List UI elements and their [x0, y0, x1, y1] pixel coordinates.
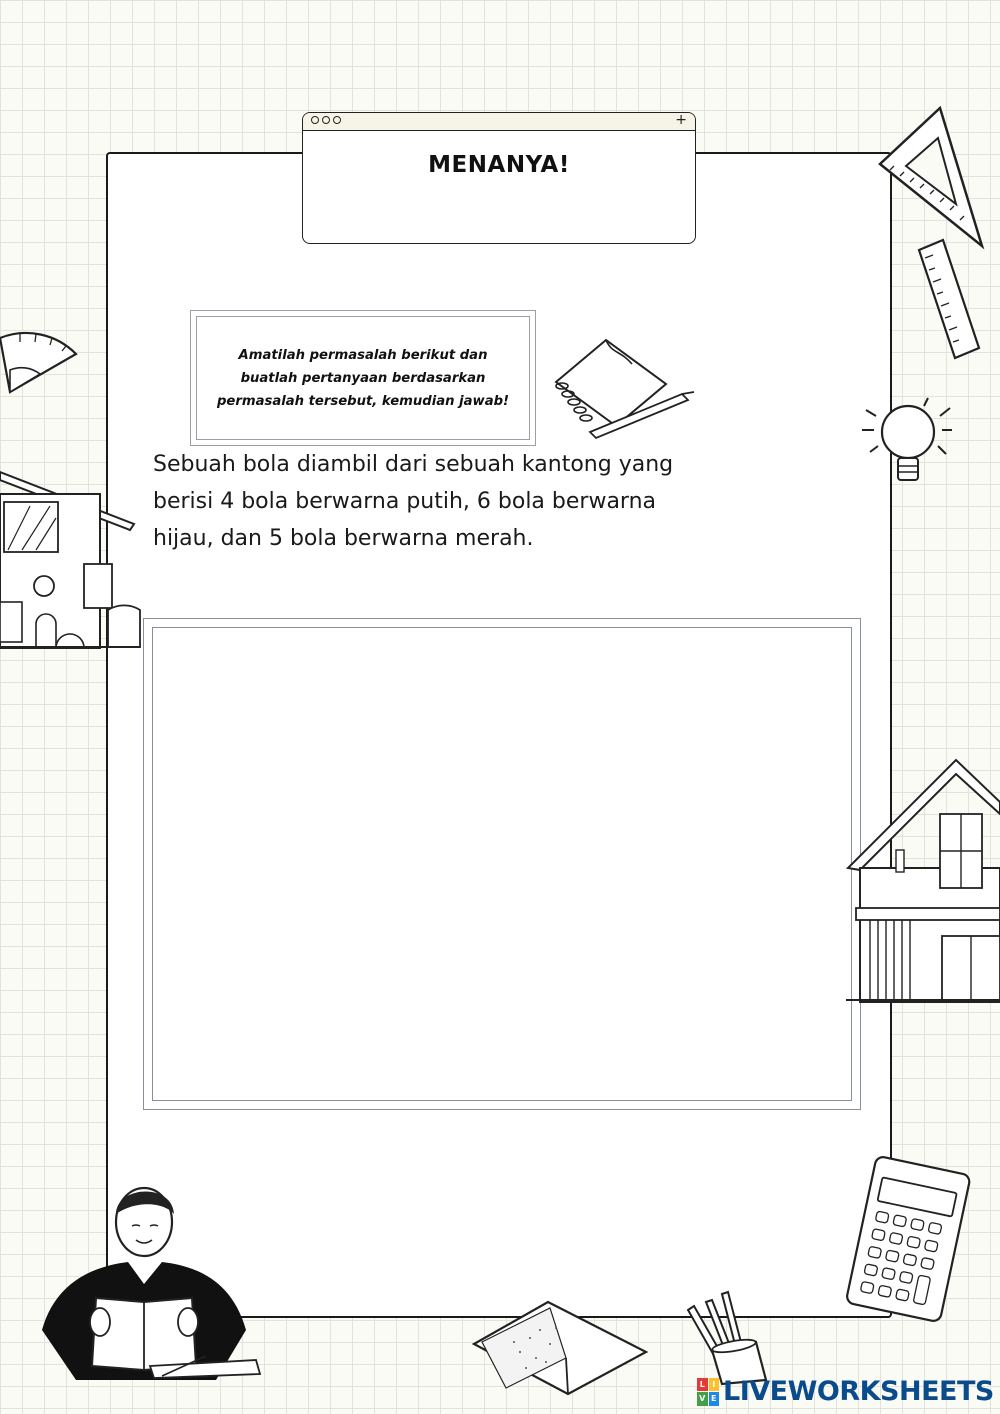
problem-text: [153, 446, 793, 557]
problem-line: Sebuah bola diambil dari sebuah kantong yang: [153, 452, 674, 477]
instruction-text: Amatilah permasalah berikut dan buatlah pertanyaan berdasarkan permasalah tersebut, kemudian jawab!: [216, 347, 510, 409]
page-title: MENANYA!: [428, 152, 570, 178]
light-bulb-icon: [856, 392, 956, 494]
liveworksheets-logo: [697, 1376, 994, 1407]
notebook-pencil-icon: [546, 334, 696, 444]
set-square-icon: [876, 104, 988, 254]
logo-text: LIVEWORKSHEETS: [723, 1376, 994, 1407]
answer-input[interactable]: [160, 636, 844, 1092]
ruler-icon: [915, 236, 985, 364]
window-dot-icon: [333, 116, 341, 124]
window-dots: [311, 116, 341, 124]
problem-line: berisi 4 bola berwarna putih, 6 bola berwarna: [153, 489, 657, 514]
window-dot-icon: [311, 116, 319, 124]
logo-badge-letter: V: [697, 1392, 708, 1406]
title-window: [302, 112, 696, 244]
calculator-icon: [846, 1156, 970, 1324]
logo-badge-letter: E: [709, 1392, 720, 1406]
window-title-bar: [303, 113, 695, 131]
student-reading-icon: [36, 1180, 300, 1380]
open-book-icon: [470, 1298, 650, 1398]
logo-badge-letter: I: [709, 1378, 720, 1392]
pencil-cup-icon: [682, 1288, 774, 1384]
window-dot-icon: [322, 116, 330, 124]
house-icon: [846, 756, 1000, 1002]
logo-badge-letter: L: [697, 1378, 708, 1392]
instruction-inner-frame: [196, 316, 530, 440]
plus-icon: +: [675, 112, 687, 128]
building-icon: [0, 466, 140, 648]
instruction-box: [190, 310, 536, 446]
protractor-icon: [0, 318, 82, 398]
problem-line: hijau, dan 5 bola berwarna merah.: [153, 526, 534, 551]
logo-badge: [697, 1378, 719, 1406]
